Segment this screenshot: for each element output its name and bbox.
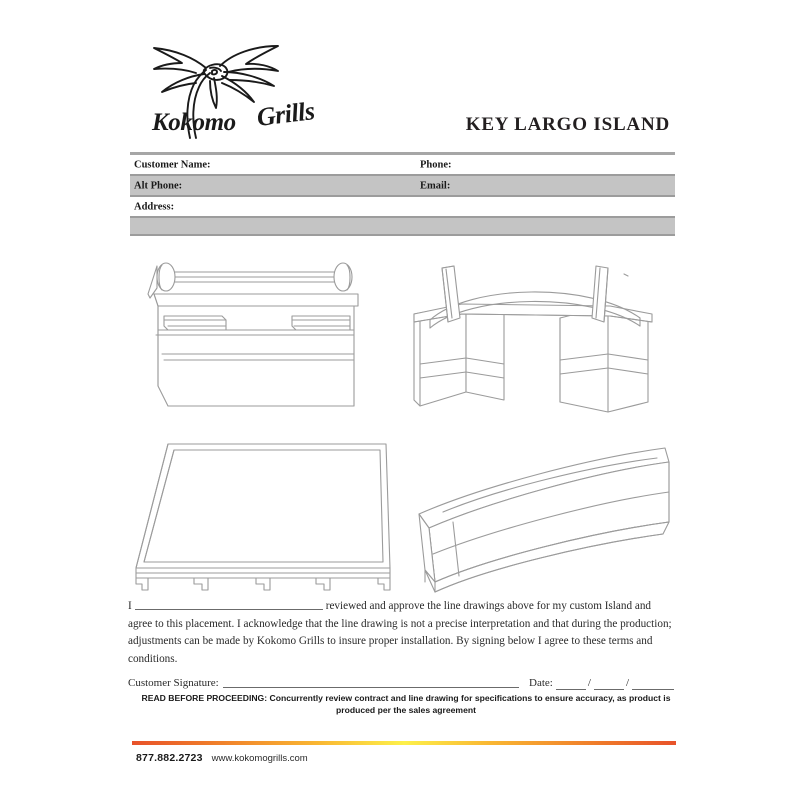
email-label: Email:: [420, 180, 451, 191]
footer-contact: [136, 752, 308, 764]
agreement-paragraph: [128, 598, 676, 668]
signature-row: [128, 676, 676, 689]
bar-perspective-line-drawing: [413, 436, 675, 596]
date-separator-2: /: [625, 677, 629, 689]
logo-text: Kokomo: [152, 109, 236, 136]
document-header: [128, 28, 676, 144]
customer-info-form: [130, 152, 675, 236]
footer-website[interactable]: www.kokomogrills.com: [211, 753, 308, 764]
date-year-field[interactable]: [632, 678, 674, 690]
date-day-field[interactable]: [594, 678, 624, 690]
customer-signature-label: Customer Signature:: [128, 677, 219, 689]
address-label: Address:: [134, 201, 175, 212]
phone-label: Phone:: [420, 159, 452, 170]
form-bottom-rule: [130, 234, 675, 236]
date-month-field[interactable]: [556, 678, 586, 690]
customer-signature-field[interactable]: [223, 676, 519, 688]
brand-logo: [128, 34, 328, 144]
date-separator: /: [587, 677, 591, 689]
warning-heading: READ BEFORE PROCEEDING:: [141, 693, 268, 703]
logo-text-grills: Grills: [255, 96, 316, 132]
form-row-alt-phone: [130, 176, 675, 195]
agreement-body-text: reviewed and approve the line drawings above for my custom Island and agree to this placement. I acknowledge that the line drawing is not a precise interpretation and that during the production; adjustments can be made by Kokomo Grills to insure proper installation. By signing below I agree to these terms and conditions.: [128, 600, 672, 665]
customer-name-blank-field[interactable]: [135, 598, 323, 610]
warning-body: Concurrently review contract and line drawing for specifications to ensure accuracy, as product is produced per the sales agreement: [269, 693, 671, 715]
alt-phone-label: Alt Phone:: [134, 180, 183, 191]
rear-perspective-line-drawing: [400, 260, 672, 436]
palm-tree-icon: [128, 34, 328, 144]
form-row-customer-name: [130, 155, 675, 174]
footer-phone[interactable]: 877.882.2723: [136, 752, 203, 764]
date-label: Date:: [529, 677, 553, 689]
customer-name-label: Customer Name:: [134, 159, 211, 170]
top-plan-line-drawing: [128, 436, 398, 596]
footer-gradient-bar: [132, 741, 676, 745]
read-before-proceeding-notice: [140, 692, 672, 716]
agreement-lead-in: I: [128, 600, 132, 612]
line-drawings-panel: [128, 258, 680, 596]
logo-wordmark: [151, 96, 316, 136]
form-row-address-continuation: [130, 218, 675, 234]
form-row-address: [130, 197, 675, 216]
page-title: KEY LARGO ISLAND: [465, 114, 670, 135]
rear-elevation-line-drawing: [132, 258, 380, 418]
